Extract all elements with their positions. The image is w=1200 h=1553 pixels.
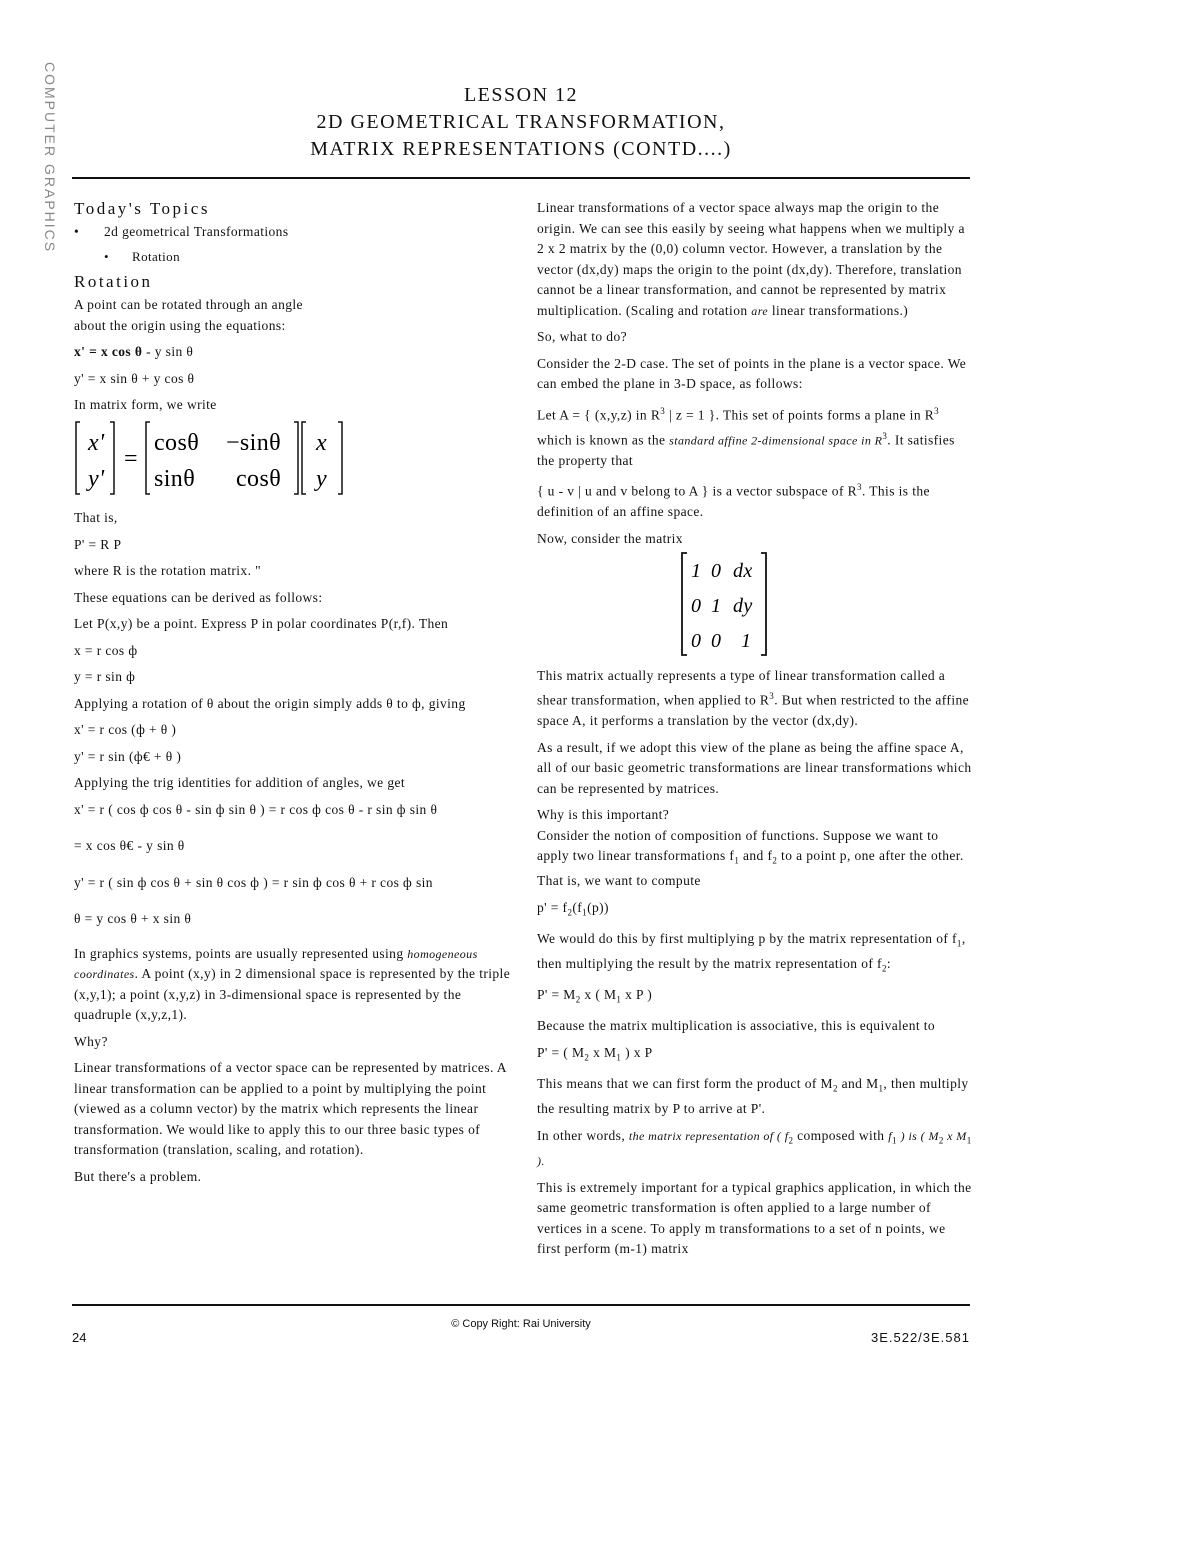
text: We would do this by first multiplying p by the matrix representation of f	[537, 930, 957, 946]
paragraph: So, what to do?	[537, 329, 627, 344]
matrix-m12: −sinθ	[226, 429, 282, 456]
matrix-r2c1: 0	[691, 595, 702, 617]
paragraph: Why?	[74, 1033, 108, 1049]
text: { u - v | u and v belong to A } is a vector subspace of R	[537, 483, 858, 499]
matrix-r3c1: 0	[691, 630, 702, 652]
text: and M	[837, 1076, 879, 1092]
italic-text: ).	[537, 1154, 545, 1168]
text: In other words,	[537, 1127, 626, 1143]
matrix-r3c2: 0	[711, 630, 722, 652]
text: composed with	[793, 1127, 885, 1143]
paragraph	[537, 929, 972, 979]
lhs-y: y'	[88, 465, 105, 492]
text: p' = f	[537, 899, 568, 915]
matrix-r2c2: 1	[711, 595, 722, 617]
paragraph: Let P(x,y) be a point. Express P in polar coordinates P(r,f). Then	[74, 616, 449, 631]
italic-text: the matrix representation of ( f	[628, 1128, 789, 1143]
equation: = x cos θ€ - y sin θ	[74, 838, 185, 853]
subscript: 2	[584, 1052, 590, 1063]
equation: y' = r sin (ф€ + θ )	[74, 748, 182, 764]
paragraph: As a result, if we adopt this view of the plane as being the affine space A, all of our basic geometric transformations are linear transformations which can be represented by matrices.	[537, 739, 972, 796]
lhs-x: x'	[88, 429, 105, 456]
subtopic-text: Rotation	[132, 248, 180, 264]
text: P' = M	[537, 987, 576, 1003]
subscript: 2	[881, 963, 887, 974]
text: and f	[739, 848, 773, 863]
paragraph	[537, 1126, 972, 1172]
text: Let A = { (x,y,z) in R	[537, 407, 661, 422]
paragraph	[74, 944, 512, 1026]
paragraph: Consider the 2-D case. The set of points in the plane is a vector space. We can embed the plane in 3-D space, as follows:	[537, 355, 967, 391]
paragraph	[537, 666, 972, 732]
header-rule	[72, 177, 970, 179]
matrix-m21: sinθ	[154, 465, 196, 492]
paragraph: Why is this important?	[537, 807, 670, 822]
matrix-m22: cosθ	[236, 465, 282, 492]
text: P' = ( M	[537, 1044, 585, 1060]
page-number: 24	[72, 1330, 87, 1345]
equation	[537, 898, 972, 923]
matrix-r2c3: dy	[733, 595, 753, 617]
subscript: 1	[891, 1135, 897, 1146]
subscript: 2	[788, 1135, 794, 1146]
paragraph	[537, 826, 972, 892]
matrix-r1c1: 1	[691, 560, 702, 582]
equals-sign: =	[124, 445, 138, 472]
subscript: 1	[582, 907, 588, 918]
rhs-y: y	[316, 465, 328, 492]
paragraph: In matrix form, we write	[74, 397, 217, 412]
subtopic-bullet	[74, 247, 512, 268]
matrix-r3c3: 1	[741, 630, 752, 652]
subscript: 1	[966, 1135, 972, 1146]
text: This matrix actually represents a type of linear transformation called a shear transformation, when applied to R	[537, 667, 946, 708]
paragraph: But there's a problem.	[74, 1168, 202, 1184]
lesson-subtitle: MATRIX REPRESENTATIONS (CONTD....)	[310, 138, 732, 160]
text: linear transformations.)	[771, 302, 909, 318]
paragraph	[74, 295, 512, 336]
equation: y' = r ( sin ф cos θ + sin θ cos ф ) = r sin ф cos θ + r cos ф sin	[74, 874, 433, 890]
matrix-r1c2: 0	[711, 560, 722, 582]
paragraph: Applying a rotation of θ about the origin simply adds θ to ф, giving	[74, 695, 466, 711]
equation: y' = x sin θ + y cos θ	[74, 370, 195, 386]
rhs-x: x	[316, 429, 328, 456]
text: x M	[589, 1044, 617, 1060]
todays-topics-heading: Today's Topics	[74, 199, 210, 218]
text: In graphics systems, points are usually represented using	[74, 945, 404, 961]
text: which is known as the	[537, 432, 666, 447]
topic-bullet	[74, 222, 512, 243]
superscript: 3	[769, 691, 775, 701]
subscript: 1	[734, 855, 740, 866]
subscript: 2	[772, 855, 778, 866]
equation-bold: x' = x cos θ	[74, 344, 143, 359]
paragraph: Applying the trig identities for addition of angles, we get	[74, 775, 406, 790]
text: . It satisfies the property that	[537, 432, 955, 468]
text: . A point (x,y) in 2 dimensional space is represented by the triple (x,y,1); a point (x,y,z) in 3-dimensional space is represented by the quadruple (x,y,z,1).	[74, 966, 511, 1022]
text: This means that we can first form the product of M	[537, 1076, 833, 1092]
paragraph: where R is the rotation matrix. "	[74, 563, 262, 578]
subscript: 1	[956, 938, 962, 949]
text: . This is the definition of an affine space.	[537, 483, 930, 519]
superscript: 3	[857, 482, 862, 492]
subscript: 1	[878, 1083, 884, 1094]
subscript: 2	[567, 907, 573, 918]
bullet-icon: •	[104, 248, 109, 264]
matrix-r1c3: dx	[733, 560, 753, 582]
equation: x = r cos ф	[74, 642, 138, 658]
subscript: 2	[938, 1135, 944, 1146]
matrix-m11: cosθ	[154, 429, 200, 456]
paragraph: This is extremely important for a typical graphics application, in which the same geometric transformation is often applied to a large number of vertices in a scene. To apply m transformations to a set of n points, we first perform (m-1) matrix	[537, 1179, 972, 1256]
paragraph: These equations can be derived as follows:	[74, 589, 323, 605]
italic-text: ) is ( M	[900, 1128, 939, 1143]
subscript: 2	[575, 994, 581, 1005]
paragraph: Because the matrix multiplication is associative, this is equivalent to	[537, 1018, 936, 1034]
italic-text: x M	[943, 1128, 967, 1143]
superscript: 3	[882, 430, 888, 441]
equation: θ = y cos θ + x sin θ	[74, 911, 192, 926]
paragraph	[537, 198, 972, 321]
subscript: 2	[832, 1083, 838, 1094]
superscript: 3	[934, 405, 940, 416]
text: (p))	[587, 899, 609, 915]
left-column	[74, 198, 512, 1193]
italic-text: f	[888, 1128, 892, 1143]
text: x ( M	[580, 987, 617, 1003]
translation-matrix	[679, 551, 771, 659]
equation: x' = r ( cos ф cos θ - sin ф sin θ ) = r cos ф cos θ - r sin ф sin θ	[74, 801, 438, 817]
text: | z = 1 }. This set of points forms a plane in R	[665, 407, 935, 422]
topic-text: 2d geometrical Transformations	[104, 224, 289, 239]
italic-text: are	[751, 303, 769, 318]
text: to a point p, one after the other. That is, we want to compute	[537, 848, 964, 889]
side-label: COMPUTER GRAPHICS	[42, 62, 58, 254]
page-header	[72, 82, 970, 163]
text: (f	[572, 899, 583, 915]
copyright: © Copy Right: Rai University	[451, 1318, 591, 1330]
equation: P' = R P	[74, 536, 122, 552]
text: x P )	[621, 987, 653, 1003]
text: :	[886, 956, 892, 972]
text: about the origin using the equations:	[74, 317, 286, 333]
text: ) x P	[621, 1044, 653, 1060]
subscript: 1	[616, 994, 622, 1005]
right-column	[537, 198, 972, 1266]
footer-rule	[72, 1304, 970, 1306]
equation-rest: - y sin θ	[142, 344, 194, 359]
text: Linear transformations of a vector space always map the origin to the origin. We can see this easily by seeing what happens when we multiply a 2 x 2 matrix by the (0,0) column vector. However, a translation by the vector (dx,dy) maps the origin to the point (dx,dy). Therefore, translation cannot be a linear transformation, and cannot be represented by matrix multiplication. (Scaling and rotation	[537, 200, 965, 318]
text: . But when restricted to the affine space A, it performs a translation by the vector (dx,dy).	[537, 692, 970, 728]
lesson-title: 2D GEOMETRICAL TRANSFORMATION,	[316, 111, 726, 133]
rotation-matrix	[74, 420, 354, 496]
lesson-number: LESSON 12	[463, 84, 579, 106]
paragraph	[537, 477, 972, 523]
equation: y = r sin ф	[74, 669, 136, 684]
paragraph: That is,	[74, 510, 118, 525]
equation	[537, 1043, 972, 1068]
rotation-heading: Rotation	[74, 272, 153, 291]
bullet-icon: •	[74, 224, 80, 239]
superscript: 3	[660, 405, 666, 416]
equation	[537, 985, 972, 1010]
text: , then multiply the resulting matrix by P to arrive at P'.	[537, 1076, 969, 1117]
equation: x' = r cos (ф + θ )	[74, 722, 177, 737]
text: , then multiplying the result by the matrix representation of f	[537, 930, 966, 972]
italic-text: homogeneous coordinates	[74, 946, 478, 981]
equation	[74, 342, 512, 363]
paragraph: Now, consider the matrix	[537, 530, 683, 546]
italic-text: standard affine 2-dimensional space in R	[669, 433, 883, 447]
subscript: 1	[616, 1052, 622, 1063]
paragraph: Linear transformations of a vector space can be represented by matrices. A linear transformation can be applied to a point by multiplying the point (viewed as a column vector) by the matrix which represents the linear transformation. We would like to apply this to our three basic types of transformation (translation, scaling, and rotation).	[74, 1060, 507, 1157]
text: A point can be rotated through an angle	[74, 297, 303, 312]
text: Consider the notion of composition of functions. Suppose we want to apply two linear transformations f	[537, 827, 939, 863]
paragraph	[537, 1074, 972, 1120]
paragraph	[537, 401, 972, 472]
course-code: 3E.522/3E.581	[870, 1330, 970, 1345]
